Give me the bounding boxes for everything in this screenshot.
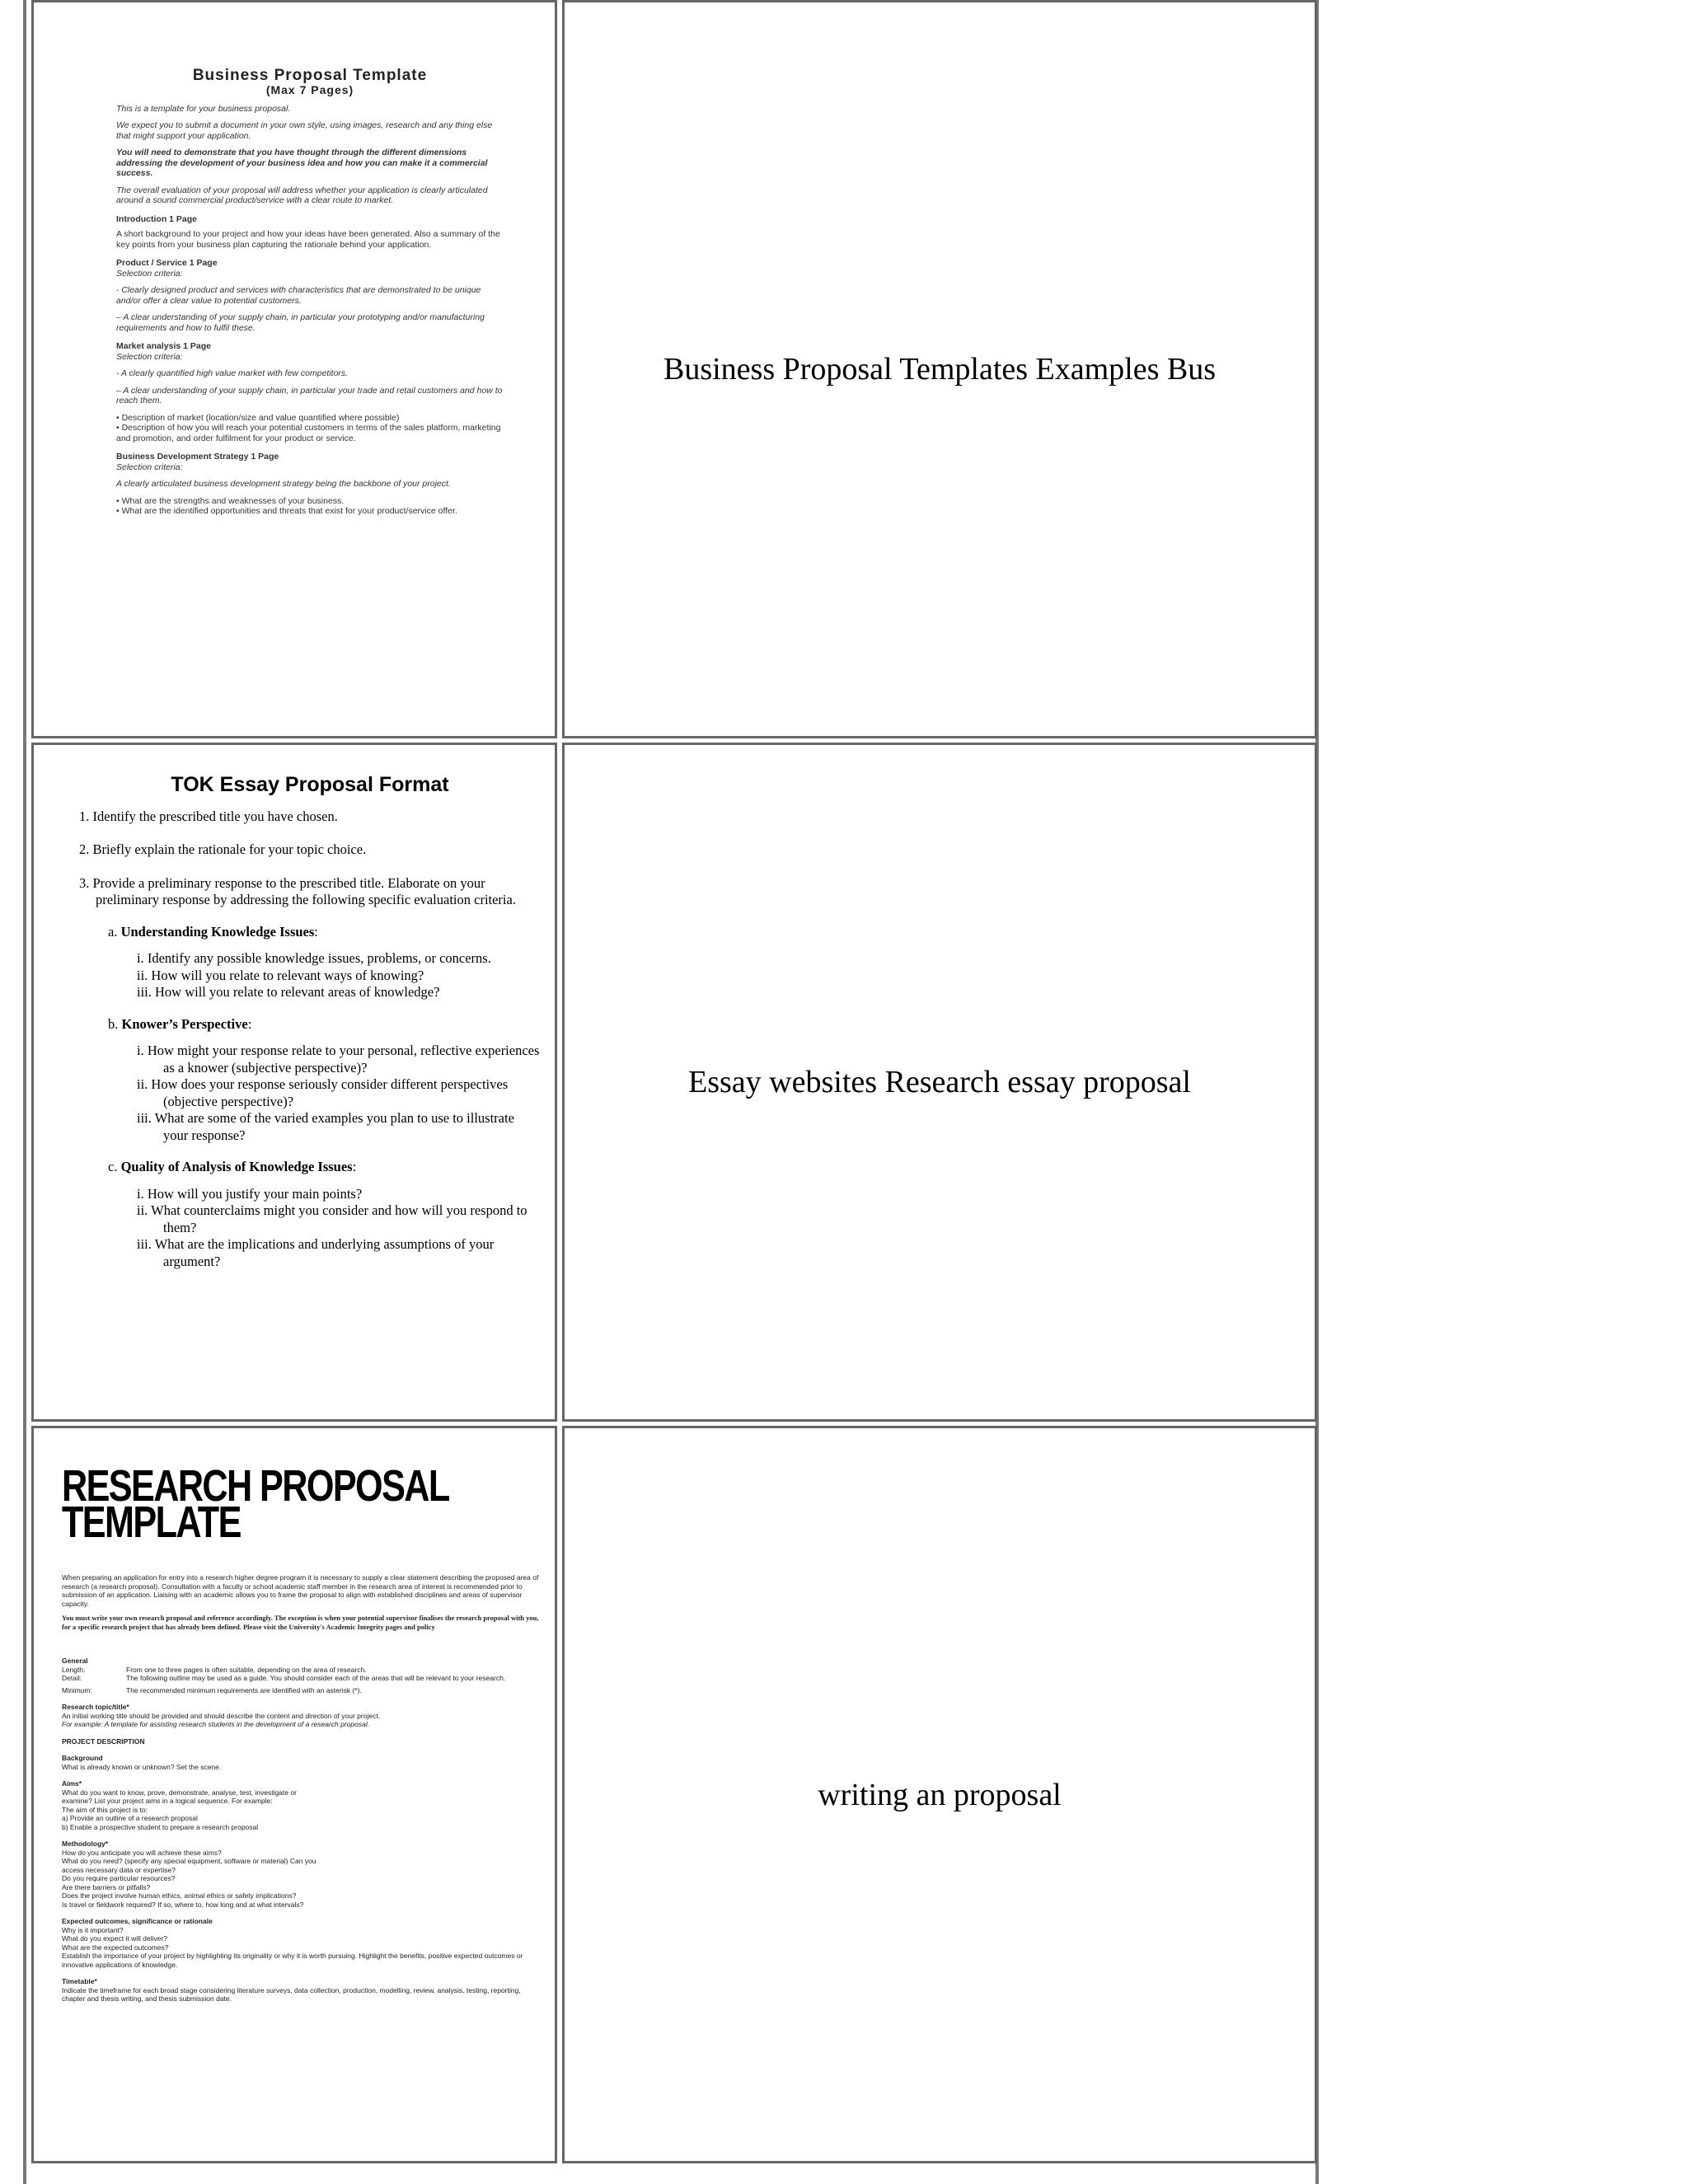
- doc-paragraph: – A clear understanding of your supply chain, in particular your prototyping and/or manufacturing requirements and how to fulfil these.: [116, 312, 485, 333]
- business-proposal-document: [116, 67, 504, 523]
- caption-link[interactable]: Business Proposal Templates Examples Bus: [663, 352, 1217, 387]
- doc-line: Indicate the timeframe for each broad stage considering literature surveys, data collection, production, modelling, review, analysis, testing, reporting, chapter and thesis writing, and thesis submission date.: [62, 1985, 521, 2003]
- section-heading: Product / Service 1 Page: [116, 258, 218, 268]
- doc-bullet: • What are the strengths and weaknesses of your business.: [116, 495, 345, 506]
- list-item: ii. What counterclaims might you consider and how will you respond to them?: [137, 1202, 528, 1235]
- thumbnail-research-proposal[interactable]: [31, 1426, 557, 2163]
- section-heading: PROJECT DESCRIPTION: [62, 1736, 145, 1746]
- section-heading: Business Development Strategy 1 Page: [116, 452, 279, 462]
- caption-link[interactable]: writing an proposal: [818, 1777, 1062, 1812]
- doc-paragraph: - Clearly designed product and services with characteristics that are demonstrated to be unique and/or offer a clear value to potential customers.: [116, 285, 481, 306]
- doc-line: Do you require particular resources?: [62, 1874, 176, 1882]
- list-item: 2. Briefly explain the rationale for your topic choice.: [79, 841, 367, 857]
- doc-line: Are there barriers or pitfalls?: [62, 1882, 151, 1891]
- caption-cell: [562, 0, 1317, 738]
- doc-paragraph: - A clearly quantified high value market with few competitors.: [116, 368, 349, 378]
- doc-line: What are the expected outcomes?: [62, 1943, 169, 1952]
- doc-bullet: • Description of how you will reach your potential customers in terms of the sales platform, marketing and promotion, and order fulfilment for your product or service.: [116, 423, 501, 443]
- doc-title: RESEARCH PROPOSAL TEMPLATE: [62, 1461, 449, 1547]
- doc-line: For example: A template for assisting research students in the development of a research proposal.: [62, 1720, 370, 1728]
- section-heading: Background: [62, 1754, 103, 1762]
- section-heading: General: [62, 1657, 88, 1665]
- section-heading: Timetable*: [62, 1977, 97, 1985]
- list-item: 1. Identify the prescribed title you have chosen.: [79, 808, 338, 824]
- thumbnail-tok-essay[interactable]: [31, 743, 557, 1422]
- doc-paragraph: We expect you to submit a document in your own style, using images, research and any thing else that might support your application.: [116, 120, 493, 141]
- doc-subtitle: (Max 7 Pages): [265, 83, 354, 96]
- doc-bullet: • What are the identified opportunities and threats that exist for your product/service offer.: [116, 506, 457, 516]
- doc-line: How do you anticipate you will achieve these aims?: [62, 1848, 222, 1857]
- section-heading: Introduction 1 Page: [116, 213, 198, 224]
- doc-line: An initial working title should be provided and should describe the content and direction of your project.: [62, 1711, 381, 1720]
- list-item: 3. Provide a preliminary response to the prescribed title. Elaborate on your preliminary response by addressing the following specific evaluation criteria.: [79, 874, 516, 907]
- list-item: i. Identify any possible knowledge issues, problems, or concerns.: [137, 950, 491, 966]
- field-row: Detail: The following outline may be used as a guide. You should consider each of the areas that will be relevant to your research.: [62, 1674, 506, 1682]
- doc-line: What do you want to know, prove, demonstrate, analyse, test, investigate or examine? List your project aims in a logical sequence. For example:: [62, 1788, 297, 1805]
- section-heading: Research topic/title*: [62, 1703, 129, 1711]
- doc-line: a) Provide an outline of a research proposal: [62, 1814, 198, 1822]
- section-heading: a. Understanding Knowledge Issues:: [108, 923, 318, 940]
- doc-paragraph: A short background to your project and how your ideas have been generated. Also a summary of the key points from your business plan capturing the rationale behind your application.: [116, 229, 500, 250]
- section-subheading: Selection criteria:: [116, 462, 183, 472]
- gallery-table: [23, 0, 1319, 2184]
- doc-paragraph: You will need to demonstrate that you have thought through the different dimensions addressing the development of your business idea and how you can make it a commercial success.: [116, 148, 488, 178]
- doc-line: Establish the importance of your project by highlighting its originality or why it is worth pursuing. Highlight the benefits, positive expected outcomes or innovative applications of knowledge.: [62, 1952, 523, 1969]
- section-subheading: Selection criteria:: [116, 268, 183, 279]
- tok-essay-document: [79, 773, 541, 1270]
- caption-link[interactable]: Essay websites Research essay proposal: [688, 1065, 1191, 1099]
- doc-line: Why is it important?: [62, 1925, 124, 1934]
- doc-paragraph: The overall evaluation of your proposal will address whether your application is clearly articulated around a sound commercial product/service with a clear route to market.: [116, 185, 488, 205]
- doc-paragraph: When preparing an application for entry into a research higher degree program it is necessary to supply a clear statement describing the proposed area of research (a research proposal). Consultation with a faculty or school academic staff member in the research area of interest is recommended prior to submission of an application. Liaising with an academic allows you to frame the proposal to align with established disciplines and areas of supervisor capacity.: [62, 1573, 539, 1608]
- section-heading: Expected outcomes, significance or rationale: [62, 1917, 213, 1925]
- doc-paragraph: A clearly articulated business development strategy being the backbone of your project.: [116, 479, 451, 489]
- list-item: iii. What are some of the varied examples you plan to use to illustrate your response?: [137, 1110, 514, 1143]
- section-heading: Market analysis 1 Page: [116, 341, 211, 351]
- section-heading: Methodology*: [62, 1840, 109, 1848]
- caption-cell: [562, 1426, 1317, 2163]
- doc-title: TOK Essay Proposal Format: [171, 773, 449, 796]
- field-row: Length: From one to three pages is often suitable, depending on the area of research.: [62, 1665, 367, 1674]
- doc-line: Is travel or fieldwork required? If so, where to, how long and at what intervals?: [62, 1900, 304, 1909]
- doc-paragraph: You must write your own research proposal and reference accordingly. The exception is when your potential supervisor finalises the research proposal with you, for a specific research project that has already been defined. Please visit the University's Academic Integrity pages and policy: [62, 1614, 539, 1631]
- section-heading: Aims*: [62, 1779, 82, 1788]
- section-heading: b. Knower’s Perspective:: [108, 1015, 252, 1032]
- doc-line: What do you need? (specify any special equipment, software or material) Can you access necessary data or expertise?: [62, 1857, 316, 1874]
- section-heading: c. Quality of Analysis of Knowledge Issues:: [108, 1159, 357, 1174]
- list-item: iii. How will you relate to relevant areas of knowledge?: [137, 984, 440, 1000]
- research-proposal-document: [62, 1461, 540, 2004]
- list-item: ii. How does your response seriously consider different perspectives (objective perspective)?: [137, 1076, 509, 1109]
- doc-paragraph: This is a template for your business proposal.: [116, 103, 291, 114]
- section-subheading: Selection criteria:: [116, 351, 183, 362]
- doc-title: Business Proposal Template: [192, 67, 428, 84]
- doc-paragraph: – A clear understanding of your supply chain, in particular your trade and retail customers and how to reach them.: [116, 385, 503, 405]
- doc-line: What is already known or unknown? Set the scene.: [62, 1762, 222, 1771]
- list-item: ii. How will you relate to relevant ways of knowing?: [137, 967, 424, 983]
- doc-line: Does the project involve human ethics, animal ethics or safety implications?: [62, 1891, 297, 1900]
- doc-line: What do you expect it will deliver?: [62, 1934, 168, 1943]
- doc-line: b) Enable a prospective student to prepare a research proposal: [62, 1822, 259, 1831]
- list-item: i. How might your response relate to your personal, reflective experiences as a knower (subjective perspective)?: [137, 1043, 540, 1076]
- thumbnail-business-proposal[interactable]: [31, 0, 557, 738]
- doc-line: The aim of this project is to:: [62, 1805, 148, 1814]
- field-row: Minimum: The recommended minimum requirements are identified with an asterisk (*).: [62, 1685, 362, 1694]
- caption-cell: [562, 743, 1317, 1422]
- doc-bullet: • Description of market (location/size and value quantified where possible): [116, 412, 400, 423]
- list-item: iii. What are the implications and underlying assumptions of your argument?: [137, 1236, 495, 1269]
- list-item: i. How will you justify your main points?: [137, 1185, 363, 1202]
